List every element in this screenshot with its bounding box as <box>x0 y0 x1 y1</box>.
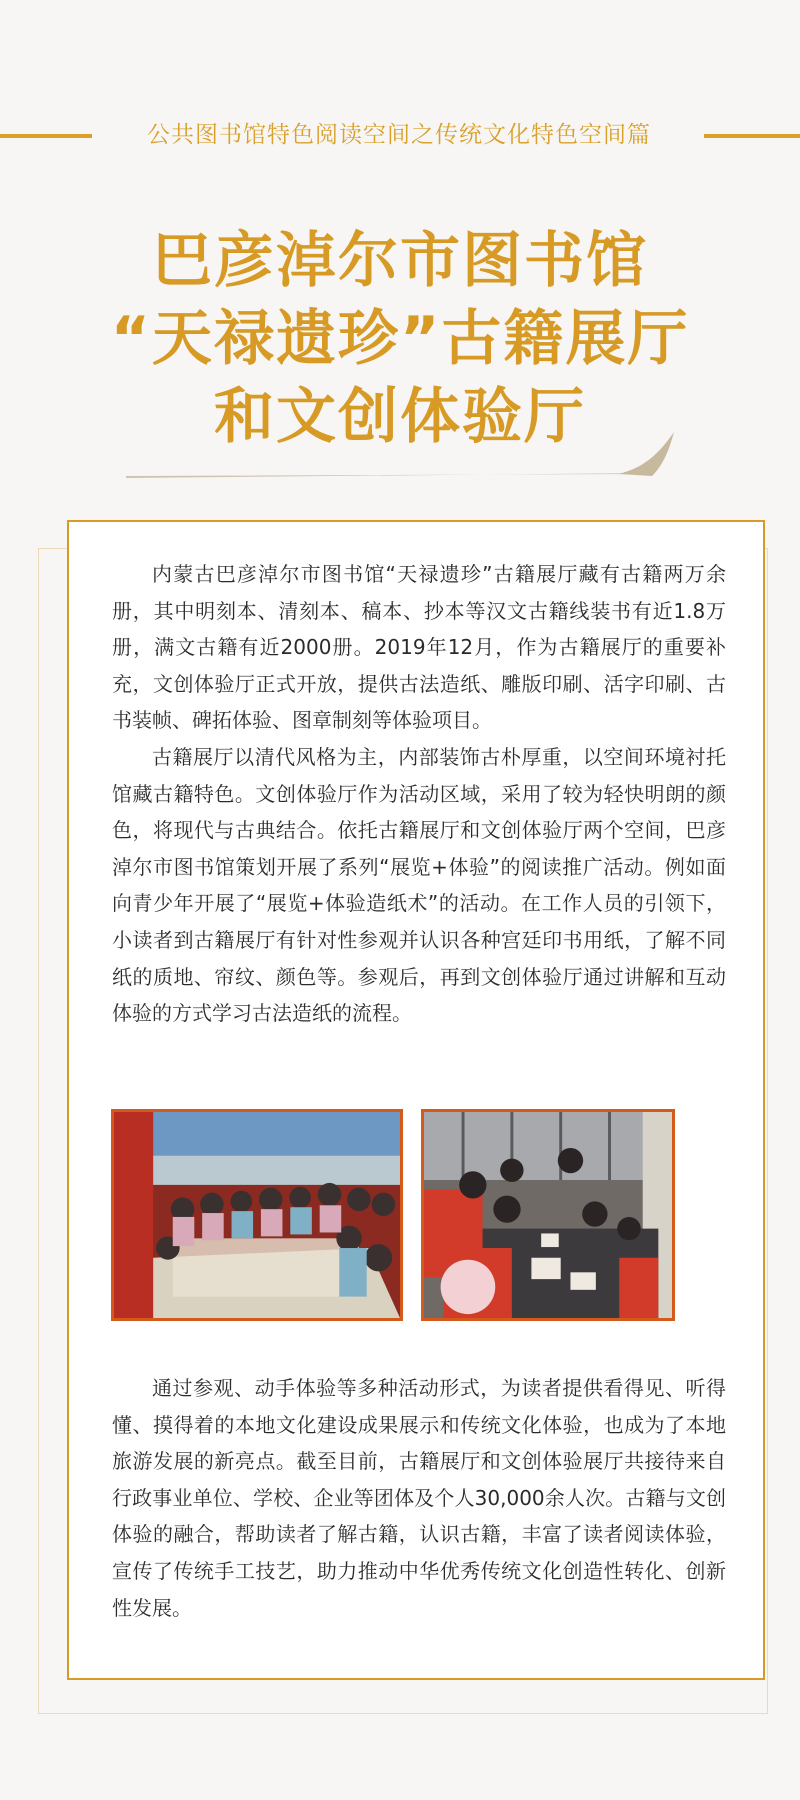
series-header <box>0 118 800 152</box>
workshop-photo <box>421 1109 675 1321</box>
paragraph-3: 通过参观、动手体验等多种活动形式，为读者提供看得见、听得懂、摸得着的本地文化建设成果展示和传统文化体验，也成为了本地旅游发展的新亮点。截至目前，古籍展厅和文创体验展厅共接待来自行政事业单位、学校、企业等团体及个人30,000余人次。古籍与文创体验的融合，帮助读者了解古籍，认识古籍，丰富了读者阅读体验，宣传了传统手工技艺，助力推动中华优秀传统文化创造性转化、创新性发展。 <box>112 1376 726 1620</box>
article-card <box>67 520 765 1680</box>
series-title: 公共图书馆特色阅读空间之传统文化特色空间篇 <box>147 122 651 148</box>
header-rule-left <box>0 134 92 138</box>
paragraph-2: 古籍展厅以清代风格为主，内部装饰古朴厚重，以空间环境衬托馆藏古籍特色。文创体验厅作为活动区域，采用了较为轻快明朗的颜色，将现代与古典结合。依托古籍展厅和文创体验厅两个空间，巴彦淖尔市图书馆策划开展了系列“展览+体验”的阅读推广活动。例如面向青少年开展了“展览+体验造纸术”的活动。在工作人员的引领下，小读者到古籍展厅有针对性参观并认识各种宫廷印书用纸，了解不同纸的质地、帘纹、颜色等。参观后，再到文创体验厅通过讲解和互动体验的方式学习古法造纸的流程。 <box>112 745 726 1026</box>
paragraph-1: 内蒙古巴彦淖尔市图书馆“天禄遗珍”古籍展厅藏有古籍两万余册，其中明刻本、清刻本、稿本、抄本等汉文古籍线装书有近1.8万册，满文古籍有近2000册。2019年12月，作为古籍展厅的重要补充，文创体验厅正式开放，提供古法造纸、雕版印刷、活字印刷、古书装帧、碑拓体验、图章制刻等体验项目。 <box>112 562 726 733</box>
header-rule-right <box>704 134 800 138</box>
exhibition-hall-photo <box>111 1109 403 1321</box>
title-line-2: “天禄遗珍”古籍展厅 <box>110 304 690 374</box>
title-line-3: 和文创体验厅 <box>214 382 586 452</box>
title-brush-underline <box>0 430 800 480</box>
title-line-1: 巴彦淖尔市图书馆 <box>152 226 648 296</box>
page-title <box>0 222 800 456</box>
